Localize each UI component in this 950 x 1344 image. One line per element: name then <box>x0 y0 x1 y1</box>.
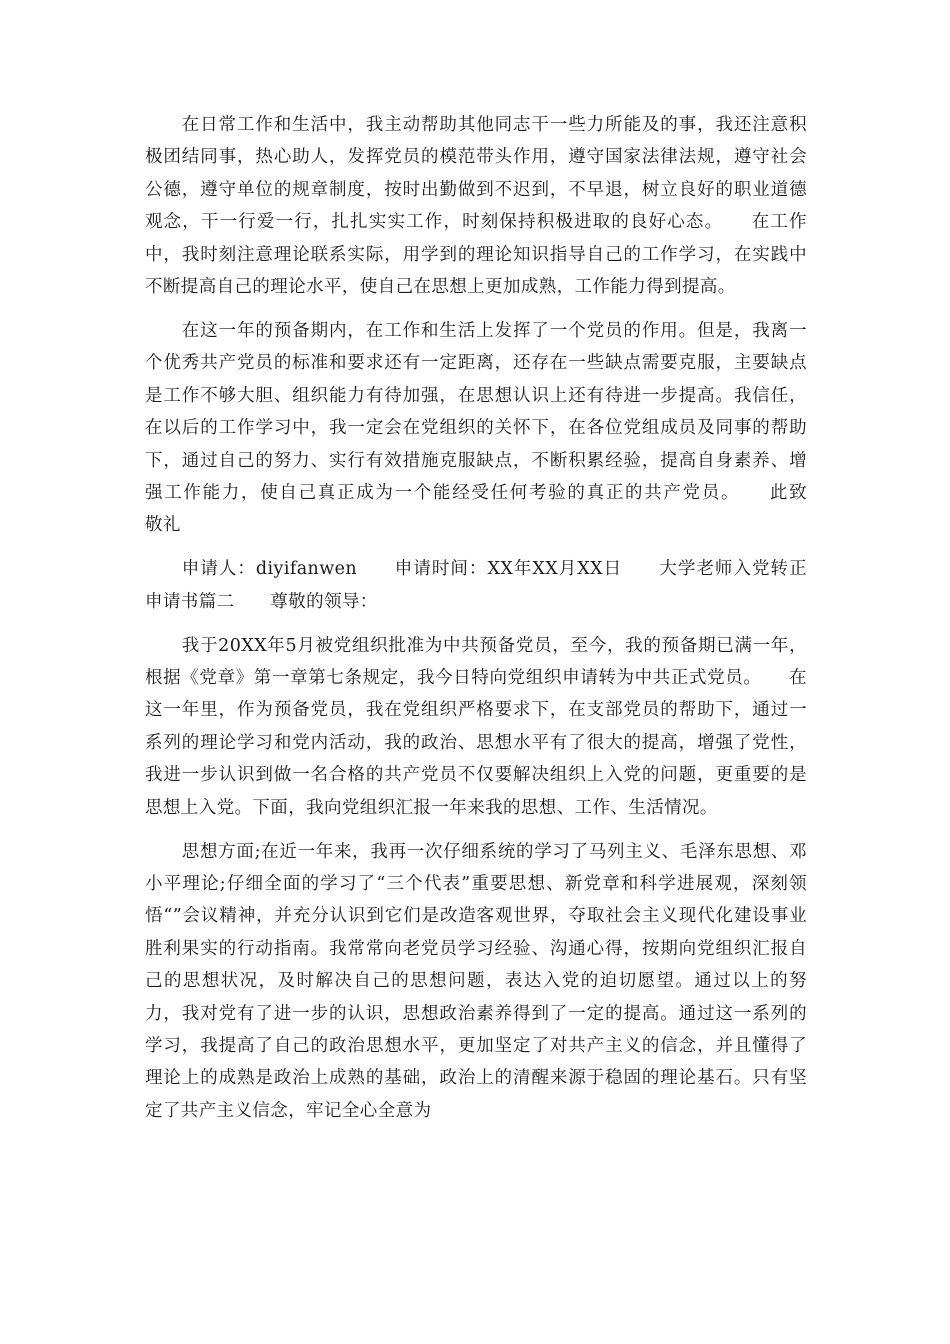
document-body <box>145 109 843 1139</box>
paragraph-applicant-signature: 申请人：diyifanwen 申请时间：XX年XX月XX日 大学老师入党转正申请书篇二 尊敬的领导： <box>145 559 807 612</box>
paragraph-work-life: 在日常工作和生活中，我主动帮助其他同志干一些力所能及的事，我还注意积极团结同事，热心助人，发挥党员的模范带头作用，遵守国家法律法规，遵守社会公德，遵守单位的规章制度，按时出勤做到不迟到，不早退，树立良好的职业道德观念，干一行爱一行，扎扎实实工作，时刻保持积极进取的良好心态。 在工作中，我时刻注意理论联系实际，用学到的理论知识指导自己的工作学习，在实践中不断提高自己的理论水平，使自己在思想上更加成熟，工作能力得到提高。 <box>145 115 807 298</box>
paragraph-ideology: 思想方面;在近一年来，我再一次仔细系统的学习了马列主义、毛泽东思想、邓小平理论;仔细全面的学习了“三个代表”重要思想、新党章和科学进展观，深刻领悟“”会议精神，并充分认识到它们是改造客观世界，夺取社会主义现代化建设事业胜利果实的行动指南。我常常向老党员学习经验、沟通心得，按期向党组织汇报自己的思想状况，及时解决自己的思想问题，表达入党的迫切愿望。通过以上的努力，我对党有了进一步的认识，思想政治素养得到了一定的提高。通过这一系列的学习，我提高了自己的政治思想水平，更加坚定了对共产主义的信念，并且懂得了理论上的成熟是政治上成熟的基础，政治上的清醒来源于稳固的理论基石。只有坚定了共产主义信念，牢记全心全意为 <box>145 841 807 1121</box>
paragraph-application-intro: 我于20XX年5月被党组织批准为中共预备党员，至今，我的预备期已满一年，根据《党章》第一章第七条规定，我今日特向党组织申请转为中共正式党员。 在这一年里，作为预备党员，我在党组织严格要求下，在支部党员的帮助下，通过一系列的理论学习和党内活动，我的政治、思想水平有了很大的提高，增强了党性，我进一步认识到做一名合格的共产党员不仅要解决组织上入党的问题，更重要的是思想上入党。下面，我向党组织汇报一年来我的思想、工作、生活情况。 <box>145 635 807 818</box>
paragraph-probation-shortcomings: 在这一年的预备期内，在工作和生活上发挥了一个党员的作用。但是，我离一个优秀共产党员的标准和要求还有一定距离，还存在一些缺点需要克服，主要缺点是工作不够大胆、组织能力有待加强，在思想认识上还有待进一步提高。我信任，在以后的工作学习中，我一定会在党组织的关怀下，在各位党组成员及同事的帮助下，通过自己的努力、实行有效措施克服缺点，不断积累经验，提高自身素养、增强工作能力，使自己真正成为一个能经受任何考验的真正的共产党员。 此致 敬礼 <box>145 320 843 536</box>
